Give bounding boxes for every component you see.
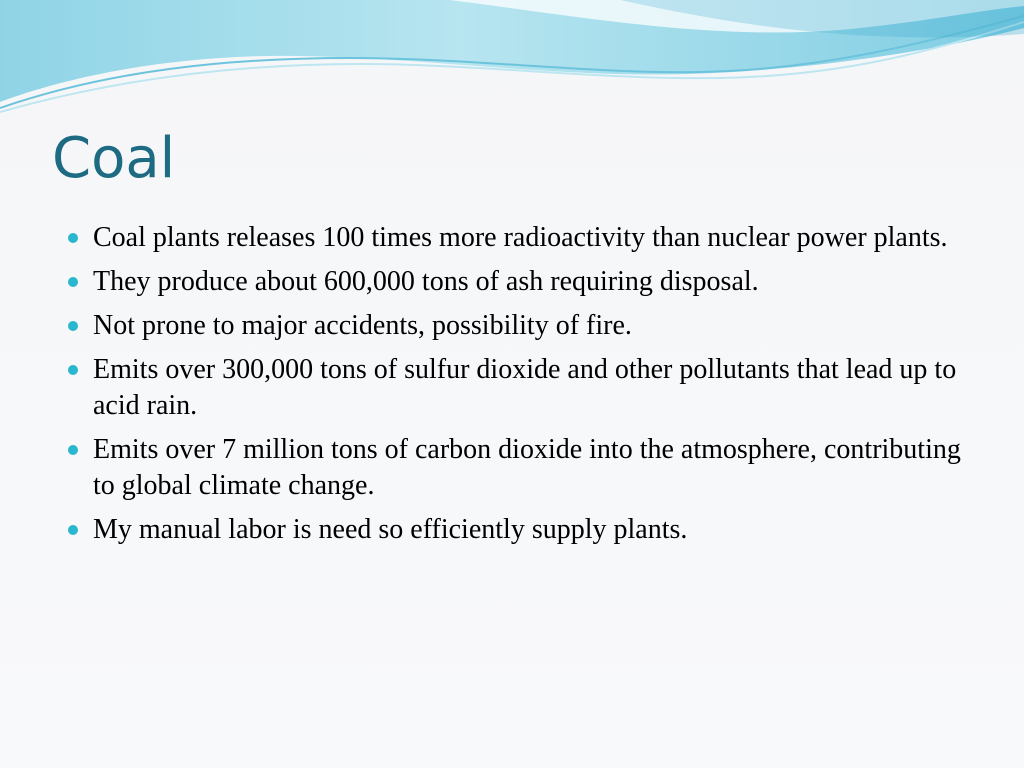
bullet-text: Emits over 7 million tons of carbon dioxide into the atmosphere, contributing to global climate change.	[93, 434, 961, 501]
bullet-dot-icon	[68, 445, 78, 455]
bullet-dot-icon	[68, 233, 78, 243]
bullet-item	[64, 512, 984, 548]
bullet-dot-icon	[68, 525, 78, 535]
bullet-text: They produce about 600,000 tons of ash requiring disposal.	[93, 266, 759, 297]
bullet-item	[64, 432, 984, 504]
slide-title: Coal	[52, 126, 176, 191]
bullet-item	[64, 352, 984, 424]
bullet-dot-icon	[68, 321, 78, 331]
bullet-list	[64, 220, 984, 556]
bullet-dot-icon	[68, 365, 78, 375]
bullet-dot-icon	[68, 277, 78, 287]
bullet-text: Coal plants releases 100 times more radioactivity than nuclear power plants.	[93, 222, 948, 253]
bullet-text: Not prone to major accidents, possibility of fire.	[93, 310, 632, 341]
bullet-item	[64, 308, 984, 344]
wave-decoration	[0, 0, 1024, 120]
bullet-item	[64, 264, 984, 300]
bullet-item	[64, 220, 984, 256]
bullet-text: Emits over 300,000 tons of sulfur dioxide and other pollutants that lead up to acid rain.	[93, 354, 957, 421]
bullet-text: My manual labor is need so efficiently supply plants.	[93, 514, 688, 545]
